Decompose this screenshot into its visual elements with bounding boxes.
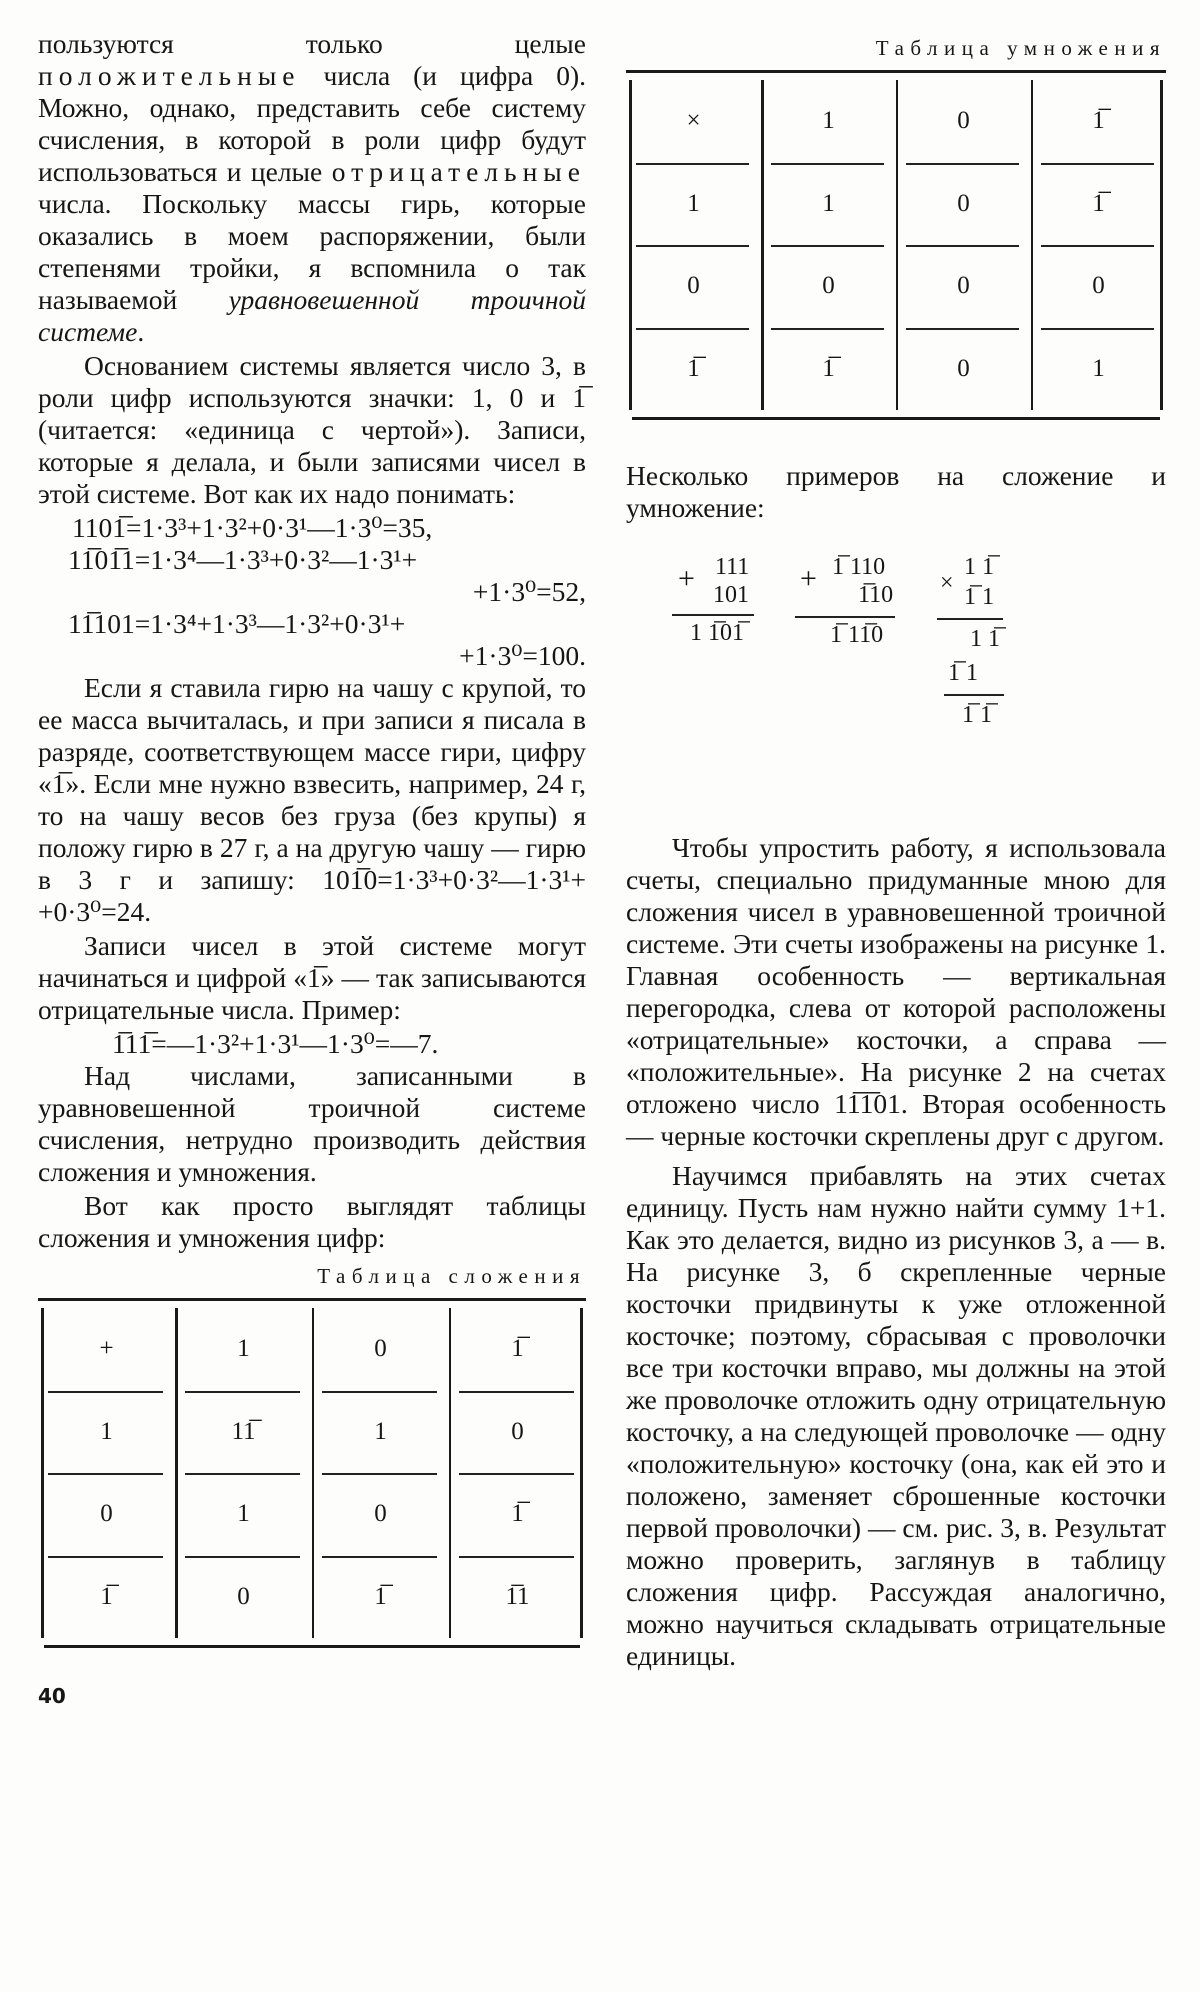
- table-column-line: [449, 1308, 451, 1638]
- table-cell: 1̅1: [505, 1582, 530, 1610]
- table-cell: 0: [237, 1582, 250, 1610]
- plus-sign: +: [678, 562, 695, 595]
- table-cell: 1: [822, 189, 835, 217]
- table-top-border: [626, 70, 1166, 73]
- table-row-rule: [459, 1473, 574, 1475]
- sum-line: [795, 616, 895, 618]
- formula-minus-seven: 1̅11̅=—1·3²+1·3¹—1·3⁰=—7.: [112, 1028, 439, 1059]
- examples: [626, 554, 1166, 804]
- paragraph-operations: Над числами, записанными в уравновешенной троичной системе счисления, нетрудно производить действия сложения и умножения.: [38, 1060, 586, 1187]
- table-row-rule: [636, 163, 749, 165]
- addition-table: [38, 1298, 586, 1648]
- table-bottom-border: [632, 417, 1160, 420]
- sum-line: [944, 694, 1004, 696]
- table-cell: 1̅: [511, 1500, 524, 1528]
- table-header-cell: 0: [687, 272, 700, 300]
- text: .: [137, 316, 145, 347]
- table-row-rule: [906, 328, 1019, 330]
- table-row-rule: [48, 1556, 163, 1558]
- table-row-rule: [48, 1391, 163, 1393]
- table-cell: 0: [511, 1417, 524, 1445]
- table-cell: 11̅: [231, 1417, 256, 1445]
- table-header-cell: 1: [237, 1335, 250, 1363]
- table-cell: 1̅: [1092, 189, 1105, 217]
- table-row-rule: [459, 1391, 574, 1393]
- table-bottom-border: [44, 1645, 580, 1648]
- table-row-rule: [185, 1473, 300, 1475]
- table-cell: 0: [1092, 272, 1105, 300]
- table-header-cell: 1̅: [100, 1582, 113, 1610]
- table-cell: 1̅: [374, 1582, 387, 1610]
- table-row-rule: [322, 1473, 437, 1475]
- table-header-cell: 0: [374, 1335, 387, 1363]
- table-column-line: [580, 1308, 583, 1638]
- table-column-line: [761, 80, 764, 410]
- italic-term: уравновешенной троичной системе: [38, 284, 587, 347]
- table-column-line: [175, 1308, 178, 1638]
- table-column-line: [629, 80, 632, 410]
- table-row-rule: [1041, 163, 1154, 165]
- table-cell: 1: [1092, 354, 1105, 382]
- table-top-border: [38, 1298, 586, 1301]
- table-row-rule: [1041, 328, 1154, 330]
- operand-b: 101: [713, 582, 749, 608]
- table-row-rule: [459, 1556, 574, 1558]
- text: числа (и цифра 0). Можно, однако, представить себе систему счисления, в которой в роли цифр будут использоваться и целые: [38, 60, 586, 187]
- partial-product-2: 1̅ 1: [948, 660, 978, 686]
- table-row-rule: [771, 163, 884, 165]
- formula-52-b: +1·3⁰=52,: [472, 576, 586, 607]
- table-column-line: [1160, 80, 1163, 410]
- table-cell: 1: [374, 1417, 387, 1445]
- spaced-word: положительные: [38, 60, 301, 91]
- paragraph-abacus: Чтобы упростить работу, я использовала счеты, специально придуманные мною для сложения чисел в уравновешенной троичной системе. Эти счеты изображены на рисунке 1. Главная особенность — вертикальная перегородка, слева от которой расположены «отрицательные» косточки, а справа — «положительные». На рисунке 2 на счетах отложено число 11̅1̅01. Вторая особенность — черные косточки скреплены друг с другом.: [626, 832, 1166, 1151]
- multiplication-table: [626, 70, 1166, 420]
- text: пользуются только целые: [38, 28, 586, 59]
- formula-100-a: 11̅101=1·3⁴+1·3³—1·3²+0·3¹+: [68, 608, 406, 639]
- paragraph-intro: [38, 28, 586, 348]
- table-cell: 0: [374, 1500, 387, 1528]
- paragraph-adding-one: Научимся прибавлять на этих счетах единицу. Пусть нам нужно найти сумму 1+1. Как это делается, видно из рисунков 3, а — в. На рисунке 3, б скрепленные черные косточки придвинуты к уже отложенной косточке; поэтому, сбрасывая с проволочки все три косточки вправо, мы должны на этой же проволочке отложить одну отрицательную косточку, а на следующей проволочке — одну «положительную» косточку (она, как ей это и положено, заменяет сброшенные косточки первой проволочки) — см. рис. 3, в. Результат можно проверить, заглянув в таблицу сложения цифр. Рассуждая аналогично, можно научиться складывать отрицательные единицы.: [626, 1160, 1166, 1671]
- paragraph-negative: Записи чисел в этой системе могут начинаться и цифрой «1̅» — так записываются отрицательные числа. Пример:: [38, 930, 586, 1025]
- plus-sign: +: [800, 562, 817, 595]
- table-row-rule: [636, 245, 749, 247]
- table-row-rule: [771, 328, 884, 330]
- operand-a: 1 1̅: [964, 554, 994, 580]
- table-cell: 0: [957, 189, 970, 217]
- table-row-rule: [322, 1556, 437, 1558]
- sum-line: [672, 614, 754, 616]
- left-column: [38, 28, 586, 1708]
- table-header-cell: 1̅: [511, 1335, 524, 1363]
- paragraph-examples-intro: Несколько примеров на сложение и умножение:: [626, 460, 1166, 523]
- formula-100-b: +1·3⁰=100.: [459, 640, 586, 671]
- table-cell: 0: [957, 354, 970, 382]
- table-header-cell: 0: [957, 107, 970, 135]
- operand-b: 1̅10: [858, 582, 894, 608]
- table-row-rule: [185, 1556, 300, 1558]
- table-row-rule: [906, 163, 1019, 165]
- table-row-rule: [48, 1473, 163, 1475]
- result: 1̅ 11̅0: [830, 622, 884, 648]
- table-row-rule: [771, 245, 884, 247]
- operand-a: 1̅ 110: [832, 554, 886, 580]
- spaced-word: отрицательные: [331, 156, 586, 187]
- table-row-rule: [906, 245, 1019, 247]
- operand-a: 111: [715, 554, 750, 580]
- addition-table-caption: Таблица сложения: [317, 1264, 586, 1288]
- table-column-line: [896, 80, 898, 410]
- table-header-cell: 1̅: [687, 354, 700, 382]
- table-cell: 1: [237, 1500, 250, 1528]
- table-header-cell: 1: [822, 107, 835, 135]
- times-sign: ×: [940, 570, 954, 596]
- table-cell: 1̅: [822, 354, 835, 382]
- paragraph-tables: Вот как просто выглядят таблицы сложения и умножения цифр:: [38, 1190, 586, 1253]
- table-cell: 0: [822, 272, 835, 300]
- table-header-cell: ×: [686, 107, 701, 135]
- paragraph-base: Основанием системы является число 3, в роли цифр используются значки: 1, 0 и 1̅ (читается: «единица с чертой»). Записи, которые я делала, и были записями чисел в этой системе. Вот как их надо понимать:: [38, 350, 586, 509]
- table-header-cell: 1: [100, 1417, 113, 1445]
- product-line: [937, 618, 1003, 620]
- formula-35: 1101̅=1·3³+1·3²+0·3¹—1·3⁰=35,: [72, 512, 433, 543]
- partial-product-1: 1 1̅: [970, 626, 1000, 652]
- table-row-rule: [1041, 245, 1154, 247]
- table-header-cell: 1̅: [1092, 107, 1105, 135]
- formula-52-a: 11̅01̅1=1·3⁴—1·3³+0·3²—1·3¹+: [68, 544, 418, 575]
- table-row-rule: [636, 328, 749, 330]
- result: 1 1̅01̅: [690, 620, 744, 646]
- right-column: [626, 34, 1166, 1674]
- table-column-line: [41, 1308, 44, 1638]
- table-header-cell: 1: [687, 189, 700, 217]
- table-column-line: [1031, 80, 1033, 410]
- text: числа. Поскольку массы гирь, которые оказались в моем распоряжении, были степенями тройки, я вспомнила о так называемой: [38, 188, 586, 315]
- table-cell: 0: [957, 272, 970, 300]
- paragraph-weighing: Если я ставила гирю на чашу с крупой, то ее масса вычиталась, и при записи я писала в разряде, соответствующем массе гири, цифру «1̅». Если мне нужно взвесить, например, 24 г, то на чашу весов без груза (без крупы) я положу гирю в 27 г, а на другую чашу — гирю в 3 г и запишу: 101̅0=1·3³+0·3²—1·3¹+ +0·3⁰=24.: [38, 672, 586, 927]
- table-row-rule: [322, 1391, 437, 1393]
- table-header-cell: +: [99, 1335, 114, 1363]
- table-row-rule: [185, 1391, 300, 1393]
- table-column-line: [312, 1308, 314, 1638]
- table-header-cell: 0: [100, 1500, 113, 1528]
- operand-b: 1̅ 1: [964, 584, 994, 610]
- page-number: 40: [38, 1684, 66, 1708]
- result: 1̅ 1̅: [962, 702, 992, 728]
- multiplication-table-caption: Таблица умножения: [875, 36, 1166, 60]
